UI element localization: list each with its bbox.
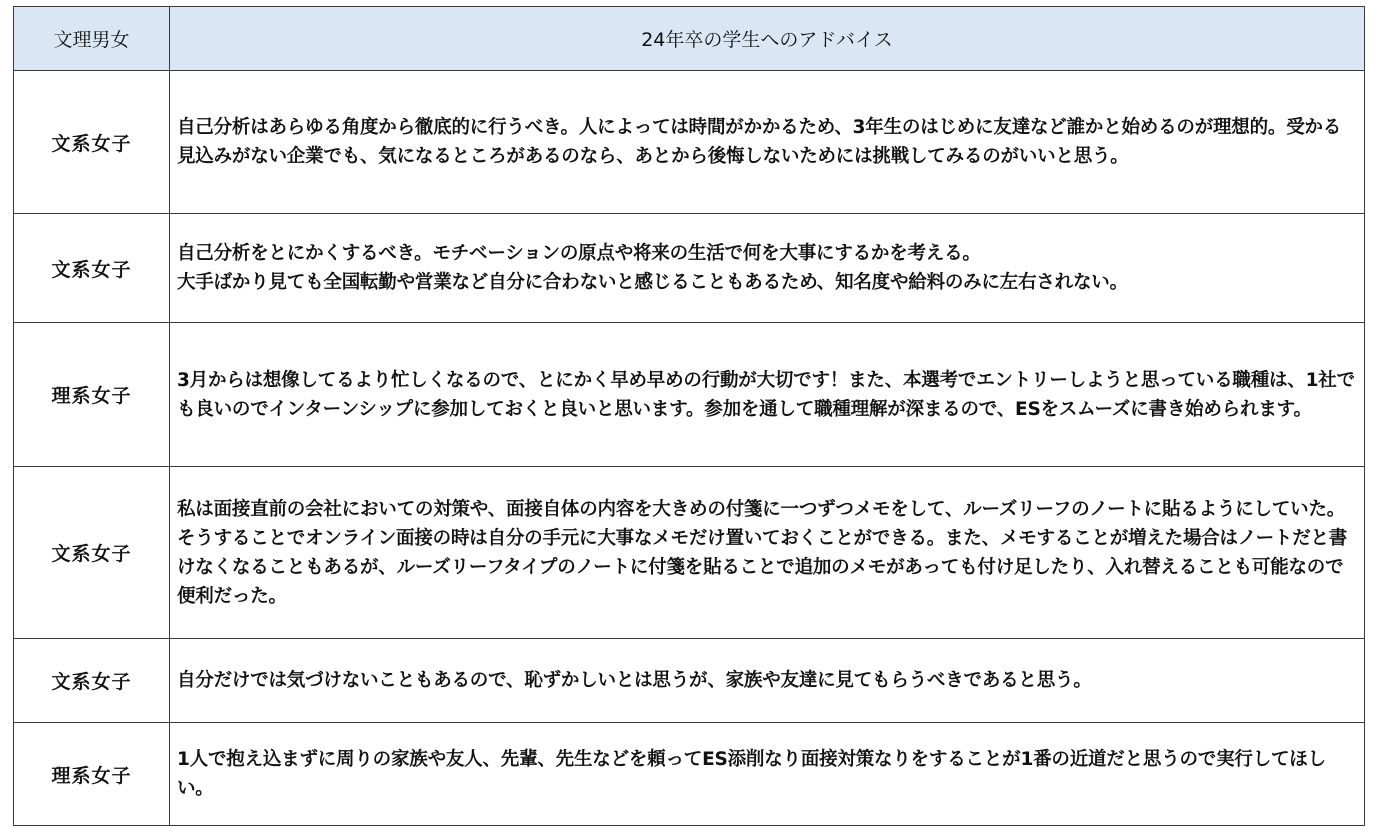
- category-cell: 理系女子: [14, 723, 170, 826]
- header-row: [14, 7, 1365, 71]
- advice-text: 1人で抱え込まずに周りの家族や友人、先輩、先生などを頼ってES添削なり面接対策なりをすることが1番の近道だと思うので実行してほしい。: [177, 749, 1326, 799]
- advice-text: 3月からは想像してるより忙しくなるので、とにかく早め早めの行動が大切です！また、本選考でエントリーしようと思っている職種は、1社でも良いのでインターンシップに参加しておくと良いと思います。参加を通して職種理解が深まるので、ESをスムーズに書き始められます。: [177, 369, 1355, 420]
- advice-table: [13, 6, 1365, 826]
- advice-text: 私は面接直前の会社においての対策や、面接自体の内容を大きめの付箋に一つずつメモをして、ルーズリーフのノートに貼るようにしていた。そうすることでオンライン面接の時は自分の手元に大事なメモだけ置いておくことができる。また、メモすることが増えた場合はノートだと書けなくなることもあるが、ルーズリーフタイプのノートに付箋を貼ることで追加のメモがあっても付け足したり、入れ替えることも可能なので便利だった。: [177, 498, 1348, 607]
- advice-cell: [170, 467, 1365, 639]
- table-row: [14, 323, 1365, 467]
- advice-cell: [170, 214, 1365, 323]
- table-row: [14, 723, 1365, 826]
- category-cell: 理系女子: [14, 323, 170, 467]
- header-advice: 24年卒の学生へのアドバイス: [170, 7, 1365, 71]
- advice-cell: [170, 723, 1365, 826]
- category-cell: 文系女子: [14, 71, 170, 214]
- advice-cell: [170, 323, 1365, 467]
- advice-text: 自分だけでは気づけないこともあるので、恥ずかしいとは思うが、家族や友達に見てもらうべきであると思う。: [177, 670, 1092, 691]
- advice-text: 大手ばかり見ても全国転勤や営業など自分に合わないと感じることもあるため、知名度や給料のみに左右されない。: [177, 272, 1128, 293]
- category-cell: 文系女子: [14, 214, 170, 323]
- table-row: [14, 214, 1365, 323]
- advice-cell: [170, 71, 1365, 214]
- table-row: [14, 71, 1365, 214]
- category-cell: 文系女子: [14, 639, 170, 723]
- category-cell: 文系女子: [14, 467, 170, 639]
- table-row: [14, 467, 1365, 639]
- header-category: 文理男女: [14, 7, 170, 71]
- advice-cell: [170, 639, 1365, 723]
- advice-text: 自己分析をとにかくするべき。モチベーションの原点や将来の生活で何を大事にするかを考える。: [177, 243, 981, 264]
- table-row: [14, 639, 1365, 723]
- advice-text: 自己分析はあらゆる角度から徹底的に行うべき。人によっては時間がかかるため、3年生のはじめに友達など誰かと始めるのが理想的。受かる見込みがない企業でも、気になるところがあるのなら、あとから後悔しないためには挑戦してみるのがいいと思う。: [177, 117, 1342, 167]
